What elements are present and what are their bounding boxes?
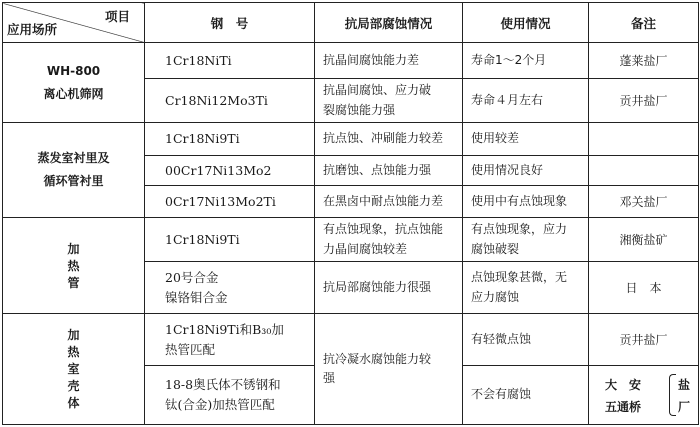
corrosion-desc: 抗局部腐蚀能力很强: [315, 262, 463, 314]
header-diagonal-cell: [3, 3, 145, 43]
table-row: [3, 218, 699, 262]
remark: 邓关盐厂: [589, 186, 699, 218]
header-item: 项目: [104, 9, 130, 24]
steel-grade: 1Cr18NiTi: [145, 43, 315, 79]
application-screen: [3, 43, 145, 123]
application-heating-tube: [3, 218, 145, 314]
app-char: 壳: [67, 379, 80, 393]
usage-desc: 有点蚀现象，应力 腐蚀破裂: [463, 218, 589, 262]
remark: 贡井盐厂: [589, 79, 699, 123]
header-remarks: 备注: [589, 3, 699, 43]
remark: 贡井盐厂: [589, 314, 699, 366]
remark: 日 本: [589, 262, 699, 314]
steel-grade: 18-8奥氏体不锈钢和 钛(合金)加热管匹配: [145, 366, 315, 425]
usage-desc: 不会有腐蚀: [463, 366, 589, 425]
steel-grade: 0Cr17Ni13Mo2Ti: [145, 186, 315, 218]
application-label: WH-800 离心机筛网: [43, 63, 104, 101]
steel-grade: 20号合金 镍铬钼合金: [145, 262, 315, 314]
app-char: 加: [67, 328, 80, 342]
table-row: [3, 314, 699, 366]
usage-desc: 有轻微点蚀: [463, 314, 589, 366]
usage-desc: 使用较差: [463, 123, 589, 156]
header-usage: 使用情况: [463, 3, 589, 43]
application-label: 蒸发室衬里及 循环管衬里: [37, 151, 110, 188]
corrosion-desc: 在黑卤中耐点蚀能力差: [315, 186, 463, 218]
usage-desc: 点蚀现象甚微，无 应力腐蚀: [463, 262, 589, 314]
application-heating-chamber-shell: [3, 314, 145, 425]
steel-grade: 1Cr18Ni9Ti和B₃₀加 热管匹配: [145, 314, 315, 366]
remark: [589, 123, 699, 156]
corrosion-desc: 抗磨蚀、点蚀能力强: [315, 156, 463, 186]
remark-split: [589, 366, 699, 425]
app-char: 室: [67, 362, 80, 376]
table-row: [3, 123, 699, 156]
corrosion-desc: 抗点蚀、冲刷能力较差: [315, 123, 463, 156]
app-char: 加: [67, 241, 80, 256]
corrosion-desc-shared: 抗冷凝水腐蚀能力较 强: [315, 314, 463, 425]
remark-sites: 大 安 五通桥: [605, 378, 642, 414]
usage-desc: 寿命1～2个月: [463, 43, 589, 79]
steel-grade: 00Cr17Ni13Mo2: [145, 156, 315, 186]
steel-grade: 1Cr18Ni9Ti: [145, 218, 315, 262]
remark: 蓬莱盐厂: [589, 43, 699, 79]
corrosion-desc: 有点蚀现象，抗点蚀能 力晶间腐蚀较差: [315, 218, 463, 262]
steel-grade: 1Cr18Ni9Ti: [145, 123, 315, 156]
app-char: 体: [67, 396, 80, 410]
app-char: 热: [67, 345, 80, 359]
app-char: 管: [67, 275, 80, 290]
steel-application-table: [2, 2, 699, 425]
application-evaporator: [3, 123, 145, 218]
steel-grade: Cr18Ni12Mo3Ti: [145, 79, 315, 123]
header-row: [3, 3, 699, 43]
brace-mark: [669, 374, 676, 416]
table-row: [3, 43, 699, 79]
header-site: 应用场所: [7, 22, 58, 37]
header-steel: 钢 号: [145, 3, 315, 43]
app-char: 热: [67, 258, 80, 273]
remark: 湘衡盐矿: [589, 218, 699, 262]
corrosion-desc: 抗晶间腐蚀能力差: [315, 43, 463, 79]
remark-suffix: 盐 厂: [677, 378, 690, 414]
usage-desc: 使用中有点蚀现象: [463, 186, 589, 218]
remark: [589, 156, 699, 186]
usage-desc: 使用情况良好: [463, 156, 589, 186]
usage-desc: 寿命４月左右: [463, 79, 589, 123]
header-corrosion: 抗局部腐蚀情况: [315, 3, 463, 43]
corrosion-desc: 抗晶间腐蚀、应力破 裂腐蚀能力强: [315, 79, 463, 123]
